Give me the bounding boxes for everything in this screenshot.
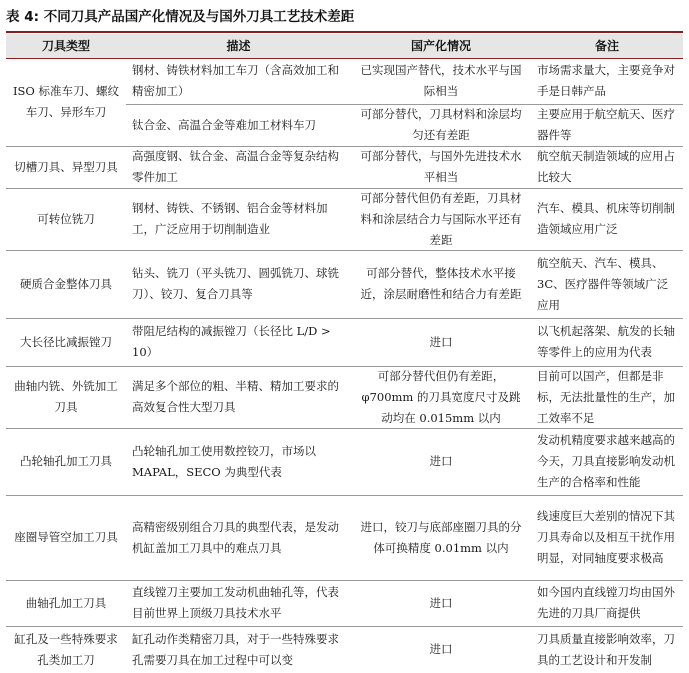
cell-status: 进口 (429, 642, 453, 656)
table-header (6, 34, 683, 58)
cell-status: 已实现国产替代，技术水平与国际相当 (360, 63, 522, 98)
cell-desc: 高精密级别组合刀具的典型代表，是发动机缸盖加工刀具中的难点刀具 (132, 519, 339, 555)
cell-desc: 钢材、铸铁、不锈钢、铝合金等材料加工，广泛应用于切削制造业 (132, 201, 328, 236)
cell-type: 凸轮轴孔加工刀具 (20, 454, 112, 468)
cell-note: 发动机精度要求越来越高的今天，刀具直接影响发动机生产的合格率和性能 (537, 433, 675, 489)
cell-desc: 缸孔动作类精密刀具，对于一些特殊要求孔需要刀具在加工过程中可以变 (132, 631, 339, 667)
cell-type: 缸孔及一些特殊要求孔类加工刀 (14, 631, 118, 667)
header-type: 刀具类型 (41, 39, 90, 53)
cell-note: 航空航天、汽车、模具、3C、医疗器件等领域广泛应用 (537, 255, 669, 312)
cell-note: 目前可以国产，但都是非标，无法批量性的生产，加工效率不足 (537, 368, 675, 425)
cell-status: 进口 (429, 595, 453, 610)
header-note: 备注 (594, 39, 619, 53)
cell-status: 进口 (429, 454, 453, 468)
cell-status: 进口，铰刀与底部座圈刀具的分体可换精度 0.01mm 以内 (360, 519, 522, 555)
cell-note: 汽车、模具、机床等切削制造领域应用广泛 (537, 201, 675, 236)
cell-desc: 钛合金、高温合金等难加工材料车刀 (132, 117, 316, 132)
cell-status: 可部分替代，刀具材料和涂层均匀还有差距 (360, 107, 522, 142)
cell-note: 航空航天制造领域的应用占比较大 (537, 149, 675, 184)
cell-type: 大长径比减振镗刀 (20, 334, 112, 349)
cell-status: 可部分替代，与国外先进技术水平相当 (360, 149, 522, 184)
cell-status: 可部分替代但仍有差距，φ700mm 的刀具宽度尺寸及跳动均在 0.015mm 以内 (361, 368, 521, 425)
cell-note: 线速度巨大差别的情况下其刀具寿命以及相互干扰作用明显，对同轴度要求极高 (537, 509, 675, 565)
cell-desc: 满足多个部位的粗、半精、精加工要求的高效复合性大型刀具 (132, 379, 339, 414)
cell-type: 座圈导管空加工刀具 (14, 530, 118, 544)
cell-note: 市场需求量大，主要竞争对手是日韩产品 (537, 63, 675, 98)
cell-type: 曲轴内铣、外铣加工刀具 (14, 379, 118, 414)
cell-type: 硬质合金整体刀具 (20, 276, 112, 291)
cell-note: 主要应用于航空航天、医疗器件等 (537, 107, 675, 142)
cell-type: ISO 标准车刀、螺纹车刀、异形车刀 (12, 84, 119, 119)
cell-status: 进口 (429, 334, 453, 349)
cell-desc: 钻头、铣刀（平头铣刀、圆弧铣刀、球铣刀）、铰刀、复合刀具等 (132, 266, 339, 301)
cell-note: 刀具质量直接影响效率，刀具的工艺设计和开发制 (537, 631, 675, 667)
cell-desc: 钢材、铸铁材料加工车刀（含高效加工和精密加工） (132, 63, 339, 98)
cell-type: 曲轴孔加工刀具 (25, 595, 107, 610)
table-caption: 表 4: 不同刀具产品国产化情况及与国外刀具工艺技术差距 (6, 9, 355, 25)
cell-note: 以飞机起落架、航发的长轴等零件上的应用为代表 (537, 324, 675, 359)
header-desc: 描述 (226, 39, 251, 53)
cell-desc: 高强度钢、钛合金、高温合金等复杂结构零件加工 (132, 149, 339, 184)
cell-desc: 直线镗刀主要加工发动机曲轴孔等，代表目前世界上顶级刀具技术水平 (132, 585, 339, 620)
cell-note: 如今国内直线镗刀均由国外先进的刀具厂商提供 (537, 585, 675, 620)
header-status: 国产化情况 (410, 39, 471, 53)
cell-status: 可部分替代，整体技术水平接近，涂层耐磨性和结合力有差距 (360, 266, 522, 301)
cell-status: 可部分替代但仍有差距，刀具材料和涂层结合力与国际水平还有差距 (360, 190, 522, 247)
cell-desc: 带阻尼结构的减振镗刀（长径比 L/D > 10） (132, 324, 331, 359)
cell-type: 切槽刀具、异型刀具 (14, 159, 118, 174)
caption-rule (6, 31, 683, 33)
cell-desc: 凸轮轴孔加工使用数控铰刀，市场以 MAPAL，SECO 为典型代表 (132, 443, 316, 479)
cell-type: 可转位铣刀 (37, 211, 95, 226)
